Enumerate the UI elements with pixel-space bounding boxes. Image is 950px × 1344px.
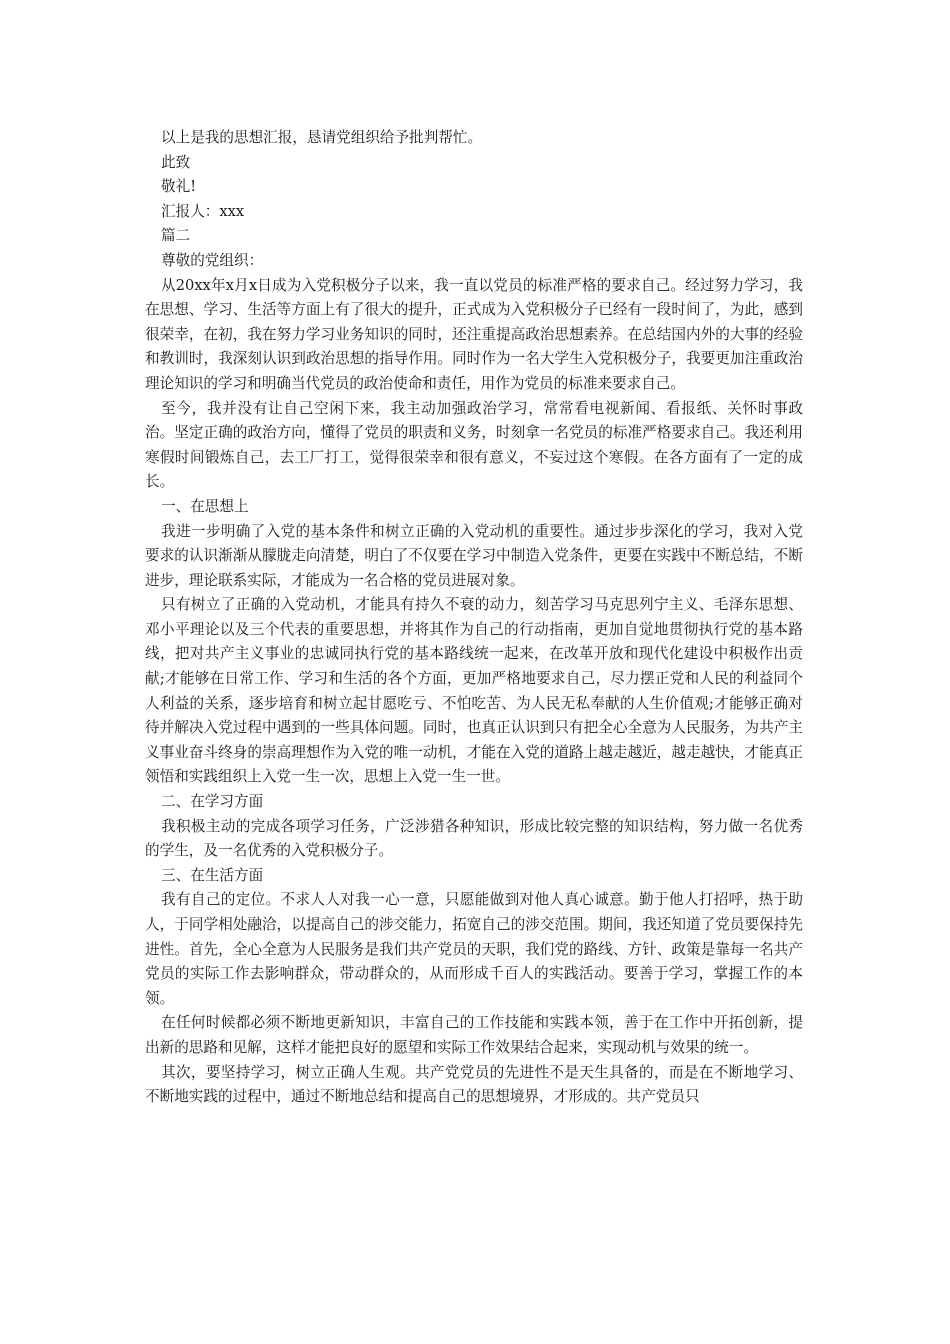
- paragraph-4: 只有树立了正确的入党动机，才能具有持久不衰的动力，刻苦学习马克思列宁主义、毛泽东思想、邓小平理论以及三个代表的重要思想，并将其作为自己的行动指南，更加自觉地贯彻执行党的基本路线，把对共产主义事业的忠诚同执行党的基本路线统一起来，在改革开放和现代化建设中积极作出贡献;才能够在日常工作、学习和生活的各个方面，更加严格地要求自己，尽力摆正党和人民的利益同个人利益的关系，逐步培育和树立起甘愿吃亏、不怕吃苦、为人民无私奉献的人生价值观;才能够正确对待并解决入党过程中遇到的一些具体问题。同时，也真正认识到只有把全心全意为人民服务，为共产主义事业奋斗终身的崇高理想作为入党的唯一动机，才能在入党的道路上越走越近，越走越快，才能真正领悟和实践组织上入党一生一次，思想上入党一生一世。: [145, 596, 803, 786]
- paragraph-1: 从20xx年x月x日成为入党积极分子以来，我一直以党员的标准严格的要求自己。经过努力学习，我在思想、学习、生活等方面上有了很大的提升，正式成为入党积极分子已经有一段时间了，为此，感到很荣幸，在初，我在努力学习业务知识的同时，还注重提高政治思想素养。在总结国内外的大事的经验和教训时，我深刻认识到政治思想的指导作用。同时作为一名大学生入党积极分子，我要更加注重政治理论知识的学习和明确当代党员的政治使命和责任，用作为党员的标准来要求自己。: [145, 276, 803, 392]
- paragraph-8: 其次，要坚持学习，树立正确人生观。共产党党员的先进性不是天生具备的，而是在不断地学习、不断地实践的过程中，通过不断地总结和提高自己的思想境界，才形成的。共产党员只: [145, 1063, 803, 1106]
- section-heading-thought: 一、在思想上: [161, 497, 249, 515]
- document-body: [145, 126, 803, 1110]
- salutation-li: 敬礼!: [161, 178, 197, 196]
- paragraph-2: 至今，我并没有让自己空闲下来，我主动加强政治学习，常常看电视新闻、看报纸、关怀时事政治。坚定正确的政治方向，懂得了党员的职责和义务，时刻拿一名党员的标准严格要求自己。我还利用寒假时间锻炼自己，去工厂打工，觉得很荣幸和很有意义，不妄过这个寒假。在各方面有了一定的成长。: [145, 399, 803, 491]
- section-heading-life: 三、在生活方面: [161, 866, 264, 884]
- salutation-ci: 此致: [161, 153, 191, 171]
- part-title: 篇二: [161, 227, 191, 245]
- reporter-signature: 汇报人：xxx: [161, 202, 245, 220]
- paragraph-5: 我积极主动的完成各项学习任务，广泛涉猎各种知识，形成比较完整的知识结构，努力做一名优秀的学生，及一名优秀的入党积极分子。: [145, 817, 803, 860]
- paragraph-7: 在任何时候都必须不断地更新知识，丰富自己的工作技能和实践本领，善于在工作中开拓创新，提出新的思路和见解，这样才能把良好的愿望和实际工作效果结合起来，实现动机与效果的统一。: [145, 1014, 803, 1056]
- paragraph-3: 我进一步明确了入党的基本条件和树立正确的入党动机的重要性。通过步步深化的学习，我对入党要求的认识渐渐从朦胧走向清楚，明白了不仅要在学习中制造入党条件，更要在实践中不断总结，不断进步，理论联系实际，才能成为一名合格的党员进展对象。: [145, 522, 803, 589]
- section-heading-study: 二、在学习方面: [161, 793, 264, 811]
- closing-line: 以上是我的思想汇报，恳请党组织给予批判帮忙。: [161, 129, 483, 146]
- greeting: 尊敬的党组织：: [161, 251, 264, 269]
- paragraph-6: 我有自己的定位。不求人人对我一心一意，只愿能做到对他人真心诚意。勤于他人打招呼，热于助人，于同学相处融洽，以提高自己的涉交能力，拓宽自己的涉交范围。期间，我还知道了党员要保持先进性。首先，全心全意为人民服务是我们共产党员的天职，我们党的路线、方针、政策是靠每一名共产党员的实际工作去影响群众，带动群众的，从而形成千百人的实践活动。要善于学习，掌握工作的本领。: [145, 891, 803, 1007]
